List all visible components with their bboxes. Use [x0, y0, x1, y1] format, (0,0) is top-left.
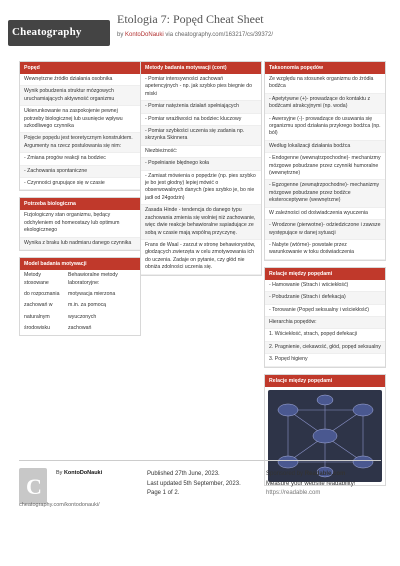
list-item: 1. Wściekłość, strach, popęd defekacji: [265, 329, 385, 341]
section-relacje: [264, 267, 386, 368]
table-cell: naturalnym: [24, 313, 50, 320]
list-item: Wewnętrzne źródło działania osobnika: [20, 74, 140, 86]
page-footer: [0, 460, 400, 566]
page-header: [0, 0, 400, 57]
table-cell: Behawioralne metody laboratoryjne:: [68, 272, 118, 286]
footer-author: [56, 470, 102, 476]
list-item: - Popełnianie błędnego koła: [141, 158, 261, 170]
list-item: - Pobudzanie (Strach i defekacja): [265, 292, 385, 304]
sponsor-prefix: Sponsored by: [266, 471, 304, 477]
list-item: - Zmiana progów reakcji na bodziec: [20, 153, 140, 165]
list-item: - Pomiar szybkości uczenia się zadania np. skrzynka Skinnera: [141, 126, 261, 146]
table-cell: zachowań: [68, 325, 92, 332]
section-title: Relacje między popędami: [265, 375, 385, 387]
sponsor-line: [266, 470, 355, 480]
list-item: - Torowanie (Popęd seksualny i wściekłość): [265, 305, 385, 317]
section-title: Relacje między popędami: [265, 268, 385, 280]
list-item: Niezbieżność:: [141, 146, 261, 158]
list-item: - Hamowanie (Strach i wściekłość): [265, 280, 385, 292]
column-3: [264, 61, 386, 492]
sponsor-tagline: Measure your website readability!: [266, 480, 356, 487]
footer-divider: [19, 460, 381, 461]
footer-publication: [147, 470, 241, 499]
list-item: Hierarchia popędów:: [265, 317, 385, 329]
author-link[interactable]: KontoDoNauki: [125, 32, 164, 38]
list-item: Fizjologiczny stan organizmu, będący odchyleniem od homeostazy lub optimum ekologicznego: [20, 210, 140, 237]
list-item: Ukierunkowanie na zaspokojenie pewnej potrzeby biologicznej lub usunięcie wpływu szkodliwego czynnika: [20, 106, 140, 133]
list-item: W zależności od doświadczenia wyuczenia: [265, 208, 385, 220]
page-number: Page 1 of 2.: [147, 490, 180, 496]
list-item: - Egzogenne (zewnątrzpochodne)- mechanizmy mózgowe pobudzane przez bodźce eksteroceptywne (wewnętrzne): [265, 180, 385, 207]
table-cell: m.in. za pomocą: [68, 302, 107, 309]
list-item: Zasada Hinde - tendencja do danego typu zachowania zmienia się wolniej niż zachowanie, więc dwie reakcje behawioralne sąsiadujące ze sobą w czasie mają wspólną przyczynę.: [141, 205, 261, 240]
section-potrzeba: [19, 197, 141, 251]
sponsor-link[interactable]: https://readable.com: [266, 490, 321, 496]
sponsor-name[interactable]: Readable.com: [304, 471, 346, 477]
footer-author-name[interactable]: KontoDoNauki: [63, 470, 103, 476]
list-item: - Apetytywne (+)- prowadzące do kontaktu z bodźcami atrakcyjnymi (np. woda): [265, 94, 385, 114]
list-item: - Czynności grupujące się w czasie: [20, 178, 140, 190]
list-item: Wynika z braku lub nadmiaru danego czynnika: [20, 238, 140, 250]
section-title: Taksonomia popędów: [265, 62, 385, 74]
section-model: [19, 257, 141, 335]
table-cell: do rozpoznania: [24, 290, 60, 297]
byline-prefix: by: [117, 32, 124, 38]
table-cell: Metody stosowane: [24, 272, 49, 286]
footer-sponsor: [266, 470, 355, 499]
section-title: Potrzeba biologiczna: [20, 198, 140, 210]
list-item: - Zachowania spontaniczne: [20, 166, 140, 178]
section-title: Model badania motywacji: [20, 258, 140, 270]
section-poped: [19, 61, 141, 191]
footer-author-link[interactable]: cheatography.com/kontodonauki/: [19, 502, 100, 508]
byline-suffix[interactable]: via cheatography.com/163217/cs/39372/: [165, 32, 274, 38]
list-item: - Endogenne (wewnątrzpochodne)- mechanizmy mózgowe pobudzane przez czynniki humoralne (wewnętrzne): [265, 153, 385, 180]
list-item: - Pomiar wrażliwości na bodziec kluczowy: [141, 114, 261, 126]
section-title: Popęd: [20, 62, 140, 74]
list-item: - Pomiar natężenia działań spełniających: [141, 101, 261, 113]
list-item: Pojęcie popędu jest teoretycznym konstruktem. Argumenty na rzecz postulowania się nim:: [20, 133, 140, 153]
list-item: - Awersyjne (-)- prowadzące do usuwania się organizmu spod działania przykrego bodźca (np. ból): [265, 114, 385, 141]
logo-text: Cheatography: [12, 26, 82, 38]
list-item: Według lokalizacji działania bodźca: [265, 141, 385, 153]
list-item: Frans de Waal - zarzut w stronę behawiorystów, głodzących zwierzęta w celu zmotywowania ich do uczenia. Zadaje on pytanie, czy głód nie obniża zdolności uczenia się.: [141, 240, 261, 275]
list-item: - Nabyte (wtórne)- powstałe przez warunkowanie w toku doświadczenia: [265, 240, 385, 260]
list-item: 3. Popęd higieny: [265, 354, 385, 366]
column-2: [140, 61, 262, 282]
list-item: - Pomiar intensywności zachowań apetencyjnych - np. jak szybko pies biegnie do miski: [141, 74, 261, 101]
model-table: [20, 270, 140, 334]
author-avatar[interactable]: C: [19, 468, 47, 504]
section-metody: [140, 61, 262, 276]
section-title: Metody badania motywacji (cont): [141, 62, 261, 74]
section-taksonomia: [264, 61, 386, 261]
column-1: [19, 61, 141, 342]
published-date: Published 27th June, 2023.: [147, 471, 220, 477]
updated-date: Last updated 5th September, 2023.: [147, 480, 241, 487]
footer-by-prefix: By: [56, 470, 63, 476]
list-item: Wynik pobudzenia struktur mózgowych uruchamiających aktywność organizmu: [20, 86, 140, 106]
list-item: - Wrodzone (pierwotne)- odziedziczone i zawsze występujące w danej sytuacji: [265, 220, 385, 240]
table-cell: wyuczonych: [68, 313, 97, 320]
table-cell: środowisku: [24, 325, 50, 332]
table-cell: zachowań w: [24, 302, 53, 309]
table-cell: motywacja mierzona: [68, 290, 116, 297]
byline: [117, 32, 273, 38]
list-item: Ze względu na stosunek organizmu do źródła bodźca: [265, 74, 385, 94]
list-item: - Zamiast mówienia o popędzie (np. pies szybko je bo jest głodny) lepiej mówić o obserwowalnych danych (pies szybko je, bo nie jadł od 24godzin): [141, 171, 261, 206]
page-title: Etologia 7: Popęd Cheat Sheet: [117, 12, 264, 26]
list-item: 2. Pragnienie, ciekawość, głód, popęd seksualny: [265, 342, 385, 354]
